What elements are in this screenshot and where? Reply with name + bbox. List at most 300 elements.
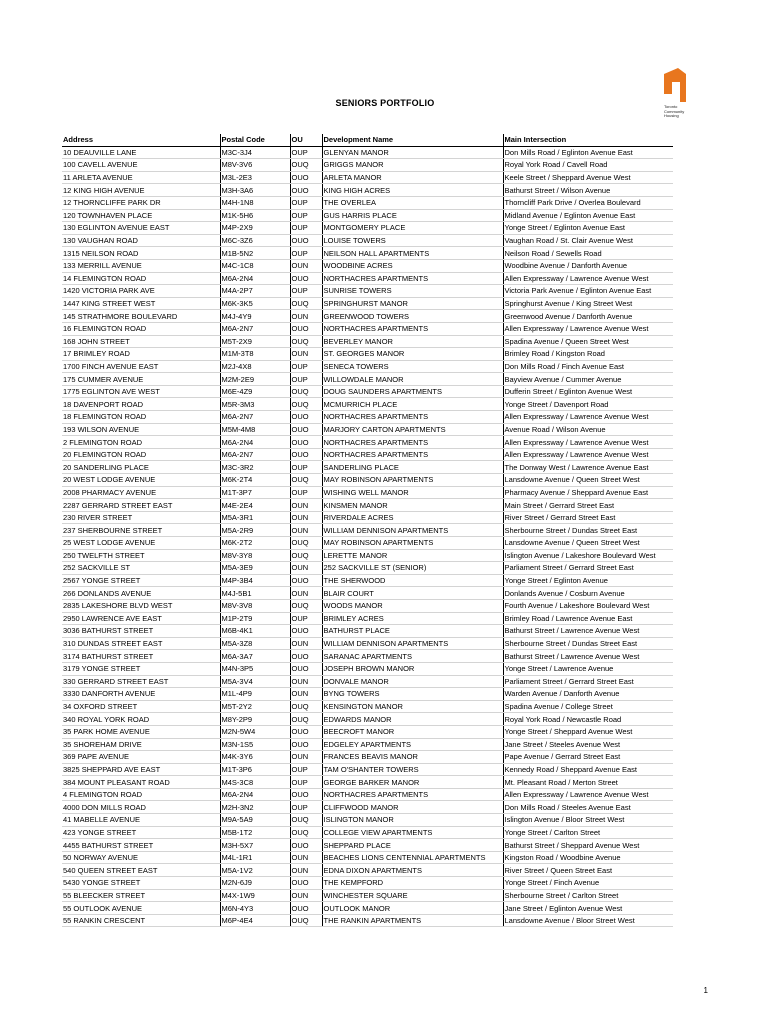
postal-code-cell: M6A-2N7 — [220, 411, 290, 424]
main-intersection-cell: The Donway West / Lawrence Avenue East — [503, 461, 673, 474]
address-cell: 120 TOWNHAVEN PLACE — [62, 209, 220, 222]
ou-cell: OUO — [290, 184, 322, 197]
table-row — [62, 335, 673, 348]
ou-cell: OUO — [290, 902, 322, 915]
ou-cell: OUP — [290, 373, 322, 386]
main-intersection-cell: Avenue Road / Wilson Avenue — [503, 423, 673, 436]
address-cell: 369 PAPE AVENUE — [62, 751, 220, 764]
development-name-cell: SANDERLING PLACE — [322, 461, 503, 474]
address-cell: 1420 VICTORIA PARK AVE — [62, 285, 220, 298]
main-intersection-cell: Parliament Street / Gerrard Street East — [503, 675, 673, 688]
postal-code-cell: M6N-4Y3 — [220, 902, 290, 915]
ou-cell: OUN — [290, 864, 322, 877]
postal-code-cell: M5A-3Z8 — [220, 637, 290, 650]
address-cell: 250 TWELFTH STREET — [62, 549, 220, 562]
postal-code-cell: M3L-2E3 — [220, 171, 290, 184]
postal-code-cell: M5M-4M8 — [220, 423, 290, 436]
development-name-cell: WILLIAM DENNISON APARTMENTS — [322, 524, 503, 537]
postal-code-cell: M5T-2X9 — [220, 335, 290, 348]
table-row — [62, 763, 673, 776]
table-row — [62, 826, 673, 839]
postal-code-cell: M1M-3T8 — [220, 348, 290, 361]
ou-cell: OUQ — [290, 385, 322, 398]
address-cell: 18 DAVENPORT ROAD — [62, 398, 220, 411]
postal-code-cell: M1B-5N2 — [220, 247, 290, 260]
ou-cell: OUQ — [290, 398, 322, 411]
table-row — [62, 788, 673, 801]
table-row — [62, 801, 673, 814]
ou-cell: OUN — [290, 851, 322, 864]
development-name-cell: WILLOWDALE MANOR — [322, 373, 503, 386]
postal-code-cell: M8V-3Y8 — [220, 549, 290, 562]
development-name-cell: MAY ROBINSON APARTMENTS — [322, 537, 503, 550]
development-name-cell: KENSINGTON MANOR — [322, 700, 503, 713]
address-cell: 3330 DANFORTH AVENUE — [62, 688, 220, 701]
ou-cell: OUN — [290, 348, 322, 361]
ou-cell: OUO — [290, 839, 322, 852]
table-row — [62, 436, 673, 449]
development-name-cell: WILLIAM DENNISON APARTMENTS — [322, 637, 503, 650]
development-name-cell: NORTHACRES APARTMENTS — [322, 436, 503, 449]
main-intersection-cell: Spadina Avenue / Queen Street West — [503, 335, 673, 348]
postal-code-cell: M5B-1T2 — [220, 826, 290, 839]
development-name-cell: WINCHESTER SQUARE — [322, 889, 503, 902]
ou-cell: OUN — [290, 637, 322, 650]
ou-cell: OUO — [290, 650, 322, 663]
postal-code-cell: M4E-2E4 — [220, 499, 290, 512]
ou-cell: OUQ — [290, 335, 322, 348]
table-row — [62, 461, 673, 474]
main-intersection-cell: Jane Street / Eglinton Avenue West — [503, 902, 673, 915]
main-intersection-cell: Kennedy Road / Sheppard Avenue East — [503, 763, 673, 776]
main-intersection-cell: Thorncliff Park Drive / Overlea Boulevard — [503, 196, 673, 209]
ou-cell: OUQ — [290, 549, 322, 562]
table-row — [62, 537, 673, 550]
table-row — [62, 259, 673, 272]
postal-code-cell: M3C-3R2 — [220, 461, 290, 474]
address-cell: 11 ARLETA AVENUE — [62, 171, 220, 184]
postal-code-cell: M3C-3J4 — [220, 146, 290, 159]
main-intersection-cell: Don Mills Road / Steeles Avenue East — [503, 801, 673, 814]
address-cell: 145 STRATHMORE BOULEVARD — [62, 310, 220, 323]
development-name-cell: THE OVERLEA — [322, 196, 503, 209]
address-cell: 5430 YONGE STREET — [62, 877, 220, 890]
main-intersection-cell: Keele Street / Sheppard Avenue West — [503, 171, 673, 184]
column-header-development-name: Development Name — [322, 134, 503, 146]
development-name-cell: MARJORY CARTON APARTMENTS — [322, 423, 503, 436]
postal-code-cell: M1T-3P6 — [220, 763, 290, 776]
ou-cell: OUO — [290, 788, 322, 801]
ou-cell: OUQ — [290, 474, 322, 487]
ou-cell: OUO — [290, 738, 322, 751]
main-intersection-cell: Don Mills Road / Finch Avenue East — [503, 360, 673, 373]
postal-code-cell: M2N-6J9 — [220, 877, 290, 890]
address-cell: 55 RANKIN CRESCENT — [62, 914, 220, 927]
main-intersection-cell: Bayview Avenue / Cummer Avenue — [503, 373, 673, 386]
development-name-cell: JOSEPH BROWN MANOR — [322, 662, 503, 675]
postal-code-cell: M3N-1S5 — [220, 738, 290, 751]
main-intersection-cell: Bathurst Street / Lawrence Avenue West — [503, 650, 673, 663]
address-cell: 130 EGLINTON AVENUE EAST — [62, 222, 220, 235]
table-row — [62, 637, 673, 650]
ou-cell: OUN — [290, 688, 322, 701]
main-intersection-cell: Donlands Avenue / Cosburn Avenue — [503, 587, 673, 600]
table-row — [62, 448, 673, 461]
address-cell: 14 FLEMINGTON ROAD — [62, 272, 220, 285]
main-intersection-cell: Greenwood Avenue / Danforth Avenue — [503, 310, 673, 323]
main-intersection-cell: Allen Expressway / Lawrence Avenue West — [503, 272, 673, 285]
address-cell: 41 MABELLE AVENUE — [62, 814, 220, 827]
main-intersection-cell: Yonge Street / Davenport Road — [503, 398, 673, 411]
address-cell: 18 FLEMINGTON ROAD — [62, 411, 220, 424]
development-name-cell: THE KEMPFORD — [322, 877, 503, 890]
development-name-cell: WOODS MANOR — [322, 599, 503, 612]
development-name-cell: ARLETA MANOR — [322, 171, 503, 184]
table-row — [62, 612, 673, 625]
main-intersection-cell: Yonge Street / Eglinton Avenue East — [503, 222, 673, 235]
ou-cell: OUQ — [290, 159, 322, 172]
postal-code-cell: M6A-3A7 — [220, 650, 290, 663]
logo-line-3: Housing — [664, 113, 679, 118]
address-cell: 4000 DON MILLS ROAD — [62, 801, 220, 814]
table-row — [62, 814, 673, 827]
ou-cell: OUP — [290, 801, 322, 814]
table-row — [62, 159, 673, 172]
development-name-cell: THE SHERWOOD — [322, 574, 503, 587]
postal-code-cell: M6B-4K1 — [220, 625, 290, 638]
postal-code-cell: M2H-3N2 — [220, 801, 290, 814]
postal-code-cell: M3H-5X7 — [220, 839, 290, 852]
main-intersection-cell: Yonge Street / Eglinton Avenue — [503, 574, 673, 587]
address-cell: 310 DUNDAS STREET EAST — [62, 637, 220, 650]
address-cell: 55 OUTLOOK AVENUE — [62, 902, 220, 915]
postal-code-cell: M2J-4X8 — [220, 360, 290, 373]
address-cell: 100 CAVELL AVENUE — [62, 159, 220, 172]
ou-cell: OUO — [290, 436, 322, 449]
page-number: 1 — [703, 986, 708, 995]
main-intersection-cell: Victoria Park Avenue / Eglinton Avenue East — [503, 285, 673, 298]
table-row — [62, 851, 673, 864]
address-cell: 50 NORWAY AVENUE — [62, 851, 220, 864]
development-name-cell: DONVALE MANOR — [322, 675, 503, 688]
table-row — [62, 272, 673, 285]
development-name-cell: EDGELEY APARTMENTS — [322, 738, 503, 751]
ou-cell: OUP — [290, 247, 322, 260]
development-name-cell: BEACHES LIONS CENTENNIAL APARTMENTS — [322, 851, 503, 864]
ou-cell: OUP — [290, 486, 322, 499]
address-cell: 3825 SHEPPARD AVE EAST — [62, 763, 220, 776]
postal-code-cell: M6A-2N4 — [220, 788, 290, 801]
table-row — [62, 839, 673, 852]
table-header-row — [62, 134, 673, 146]
main-intersection-cell: Parliament Street / Gerrard Street East — [503, 562, 673, 575]
table-row — [62, 524, 673, 537]
postal-code-cell: M4L-1R1 — [220, 851, 290, 864]
table-row — [62, 423, 673, 436]
postal-code-cell: M6K-2T4 — [220, 474, 290, 487]
ou-cell: OUQ — [290, 700, 322, 713]
development-name-cell: GREENWOOD TOWERS — [322, 310, 503, 323]
main-intersection-cell: Fourth Avenue / Lakeshore Boulevard West — [503, 599, 673, 612]
postal-code-cell: M6E-4Z9 — [220, 385, 290, 398]
development-name-cell: GRIGGS MANOR — [322, 159, 503, 172]
development-name-cell: GEORGE BARKER MANOR — [322, 776, 503, 789]
address-cell: 20 FLEMINGTON ROAD — [62, 448, 220, 461]
table-row — [62, 297, 673, 310]
table-row — [62, 599, 673, 612]
development-name-cell: GLENYAN MANOR — [322, 146, 503, 159]
table-row — [62, 914, 673, 927]
ou-cell: OUP — [290, 461, 322, 474]
address-cell: 20 SANDERLING PLACE — [62, 461, 220, 474]
development-name-cell: OUTLOOK MANOR — [322, 902, 503, 915]
ou-cell: OUO — [290, 725, 322, 738]
address-cell: 16 FLEMINGTON ROAD — [62, 322, 220, 335]
address-cell: 12 KING HIGH AVENUE — [62, 184, 220, 197]
ou-cell: OUP — [290, 209, 322, 222]
development-name-cell: NORTHACRES APARTMENTS — [322, 788, 503, 801]
main-intersection-cell: Woodbine Avenue / Danforth Avenue — [503, 259, 673, 272]
address-cell: 175 CUMMER AVENUE — [62, 373, 220, 386]
main-intersection-cell: Lansdowne Avenue / Queen Street West — [503, 474, 673, 487]
ou-cell: OUO — [290, 171, 322, 184]
table-row — [62, 234, 673, 247]
development-name-cell: ST. GEORGES MANOR — [322, 348, 503, 361]
postal-code-cell: M9A-5A9 — [220, 814, 290, 827]
ou-cell: OUQ — [290, 537, 322, 550]
table-row — [62, 713, 673, 726]
development-name-cell: KINSMEN MANOR — [322, 499, 503, 512]
address-cell: 423 YONGE STREET — [62, 826, 220, 839]
table-row — [62, 222, 673, 235]
development-name-cell: EDWARDS MANOR — [322, 713, 503, 726]
postal-code-cell: M4N-3P5 — [220, 662, 290, 675]
table-row — [62, 776, 673, 789]
ou-cell: OUN — [290, 524, 322, 537]
postal-code-cell: M8Y-2P9 — [220, 713, 290, 726]
table-row — [62, 146, 673, 159]
postal-code-cell: M4A-2P7 — [220, 285, 290, 298]
tch-logo-mark-icon — [664, 68, 686, 102]
main-intersection-cell: Kingston Road / Woodbine Avenue — [503, 851, 673, 864]
ou-cell: OUP — [290, 285, 322, 298]
development-name-cell: KING HIGH ACRES — [322, 184, 503, 197]
table-row — [62, 196, 673, 209]
development-name-cell: BATHURST PLACE — [322, 625, 503, 638]
postal-code-cell: M4X-1W9 — [220, 889, 290, 902]
table-row — [62, 725, 673, 738]
table-row — [62, 877, 673, 890]
table-row — [62, 864, 673, 877]
table-row — [62, 751, 673, 764]
table-row — [62, 411, 673, 424]
postal-code-cell: M6A-2N4 — [220, 272, 290, 285]
development-name-cell: DOUG SAUNDERS APARTMENTS — [322, 385, 503, 398]
table-row — [62, 348, 673, 361]
table-row — [62, 650, 673, 663]
development-name-cell: THE RANKIN APARTMENTS — [322, 914, 503, 927]
development-name-cell: NORTHACRES APARTMENTS — [322, 272, 503, 285]
table-body — [62, 146, 673, 927]
address-cell: 2950 LAWRENCE AVE EAST — [62, 612, 220, 625]
main-intersection-cell: Springhurst Avenue / King Street West — [503, 297, 673, 310]
ou-cell: OUO — [290, 423, 322, 436]
address-cell: 4455 BATHURST STREET — [62, 839, 220, 852]
main-intersection-cell: Islington Avenue / Lakeshore Boulevard West — [503, 549, 673, 562]
address-cell: 3174 BATHURST STREET — [62, 650, 220, 663]
development-name-cell: SUNRISE TOWERS — [322, 285, 503, 298]
main-intersection-cell: Allen Expressway / Lawrence Avenue West — [503, 448, 673, 461]
address-cell: 2567 YONGE STREET — [62, 574, 220, 587]
main-intersection-cell: Don Mills Road / Eglinton Avenue East — [503, 146, 673, 159]
table-row — [62, 562, 673, 575]
main-intersection-cell: Bathurst Street / Lawrence Avenue West — [503, 625, 673, 638]
ou-cell: OUO — [290, 574, 322, 587]
main-intersection-cell: Allen Expressway / Lawrence Avenue West — [503, 322, 673, 335]
ou-cell: OUN — [290, 499, 322, 512]
table-row — [62, 184, 673, 197]
ou-cell: OUN — [290, 751, 322, 764]
address-cell: 384 MOUNT PLEASANT ROAD — [62, 776, 220, 789]
main-intersection-cell: Mt. Pleasant Road / Merton Street — [503, 776, 673, 789]
development-name-cell: COLLEGE VIEW APARTMENTS — [322, 826, 503, 839]
postal-code-cell: M6A-2N7 — [220, 322, 290, 335]
column-header-address: Address — [62, 134, 220, 146]
main-intersection-cell: Sherbourne Street / Dundas Street East — [503, 524, 673, 537]
ou-cell: OUN — [290, 587, 322, 600]
table-row — [62, 574, 673, 587]
postal-code-cell: M4S-3C8 — [220, 776, 290, 789]
main-intersection-cell: Allen Expressway / Lawrence Avenue West — [503, 788, 673, 801]
address-cell: 2 FLEMINGTON ROAD — [62, 436, 220, 449]
development-name-cell: LOUISE TOWERS — [322, 234, 503, 247]
table-row — [62, 700, 673, 713]
table-row — [62, 486, 673, 499]
column-header-postal-code: Postal Code — [220, 134, 290, 146]
development-name-cell: BRIMLEY ACRES — [322, 612, 503, 625]
address-cell: 540 QUEEN STREET EAST — [62, 864, 220, 877]
postal-code-cell: M4C-1C8 — [220, 259, 290, 272]
ou-cell: OUO — [290, 411, 322, 424]
column-header-main-intersection: Main Intersection — [503, 134, 673, 146]
address-cell: 266 DONLANDS AVENUE — [62, 587, 220, 600]
address-cell: 130 VAUGHAN ROAD — [62, 234, 220, 247]
development-name-cell: MCMURRICH PLACE — [322, 398, 503, 411]
development-name-cell: GUS HARRIS PLACE — [322, 209, 503, 222]
address-cell: 34 OXFORD STREET — [62, 700, 220, 713]
postal-code-cell: M6A-2N7 — [220, 448, 290, 461]
address-cell: 230 RIVER STREET — [62, 511, 220, 524]
address-cell: 133 MERRILL AVENUE — [62, 259, 220, 272]
address-cell: 340 ROYAL YORK ROAD — [62, 713, 220, 726]
development-name-cell: MONTGOMERY PLACE — [322, 222, 503, 235]
address-cell: 330 GERRARD STREET EAST — [62, 675, 220, 688]
main-intersection-cell: River Street / Gerrard Street East — [503, 511, 673, 524]
postal-code-cell: M6K-2T2 — [220, 537, 290, 550]
table-row — [62, 373, 673, 386]
address-cell: 1447 KING STREET WEST — [62, 297, 220, 310]
main-intersection-cell: Yonge Street / Sheppard Avenue West — [503, 725, 673, 738]
address-cell: 1315 NEILSON ROAD — [62, 247, 220, 260]
ou-cell: OUQ — [290, 814, 322, 827]
main-intersection-cell: Brimley Road / Lawrence Avenue East — [503, 612, 673, 625]
address-cell: 25 WEST LODGE AVENUE — [62, 537, 220, 550]
seniors-portfolio-table — [62, 134, 673, 927]
table-row — [62, 625, 673, 638]
address-cell: 193 WILSON AVENUE — [62, 423, 220, 436]
table-row — [62, 310, 673, 323]
postal-code-cell: M5A-1V2 — [220, 864, 290, 877]
ou-cell: OUN — [290, 889, 322, 902]
table-row — [62, 549, 673, 562]
main-intersection-cell: Bathurst Street / Sheppard Avenue West — [503, 839, 673, 852]
main-intersection-cell: Yonge Street / Lawrence Avenue — [503, 662, 673, 675]
ou-cell: OUO — [290, 877, 322, 890]
development-name-cell: BLAIR COURT — [322, 587, 503, 600]
ou-cell: OUO — [290, 662, 322, 675]
ou-cell: OUP — [290, 360, 322, 373]
development-name-cell: NORTHACRES APARTMENTS — [322, 448, 503, 461]
postal-code-cell: M2M-2E9 — [220, 373, 290, 386]
main-intersection-cell: Spadina Avenue / College Street — [503, 700, 673, 713]
development-name-cell: LERETTE MANOR — [322, 549, 503, 562]
postal-code-cell: M4H-1N8 — [220, 196, 290, 209]
table-row — [62, 675, 673, 688]
ou-cell: OUQ — [290, 826, 322, 839]
postal-code-cell: M4K-3Y6 — [220, 751, 290, 764]
address-cell: 20 WEST LODGE AVENUE — [62, 474, 220, 487]
ou-cell: OUO — [290, 625, 322, 638]
main-intersection-cell: Neilson Road / Sewells Road — [503, 247, 673, 260]
ou-cell: OUN — [290, 259, 322, 272]
development-name-cell: FRANCES BEAVIS MANOR — [322, 751, 503, 764]
address-cell: 55 BLEECKER STREET — [62, 889, 220, 902]
main-intersection-cell: Brimley Road / Kingston Road — [503, 348, 673, 361]
main-intersection-cell: Pape Avenue / Gerrard Street East — [503, 751, 673, 764]
table-row — [62, 511, 673, 524]
table-row — [62, 398, 673, 411]
postal-code-cell: M5A-3E9 — [220, 562, 290, 575]
main-intersection-cell: Royal York Road / Newcastle Road — [503, 713, 673, 726]
column-header-ou: OU — [290, 134, 322, 146]
postal-code-cell: M4J-5B1 — [220, 587, 290, 600]
ou-cell: OUN — [290, 675, 322, 688]
ou-cell: OUN — [290, 511, 322, 524]
postal-code-cell: M4P-3B4 — [220, 574, 290, 587]
address-cell: 2287 GERRARD STREET EAST — [62, 499, 220, 512]
postal-code-cell: M6C-3Z6 — [220, 234, 290, 247]
table-row — [62, 662, 673, 675]
main-intersection-cell: Jane Street / Steeles Avenue West — [503, 738, 673, 751]
development-name-cell: TAM O'SHANTER TOWERS — [322, 763, 503, 776]
main-intersection-cell: Lansdowne Avenue / Queen Street West — [503, 537, 673, 550]
address-cell: 1775 EGLINTON AVE WEST — [62, 385, 220, 398]
main-intersection-cell: Yonge Street / Carlton Street — [503, 826, 673, 839]
address-cell: 35 PARK HOME AVENUE — [62, 725, 220, 738]
ou-cell: OUP — [290, 196, 322, 209]
address-cell: 10 DEAUVILLE LANE — [62, 146, 220, 159]
ou-cell: OUQ — [290, 914, 322, 927]
table-row — [62, 322, 673, 335]
table-row — [62, 171, 673, 184]
table-row — [62, 688, 673, 701]
ou-cell: OUP — [290, 763, 322, 776]
postal-code-cell: M1P-2T9 — [220, 612, 290, 625]
postal-code-cell: M5A-3R1 — [220, 511, 290, 524]
development-name-cell: SHEPPARD PLACE — [322, 839, 503, 852]
ou-cell: OUQ — [290, 599, 322, 612]
postal-code-cell: M2N-5W4 — [220, 725, 290, 738]
